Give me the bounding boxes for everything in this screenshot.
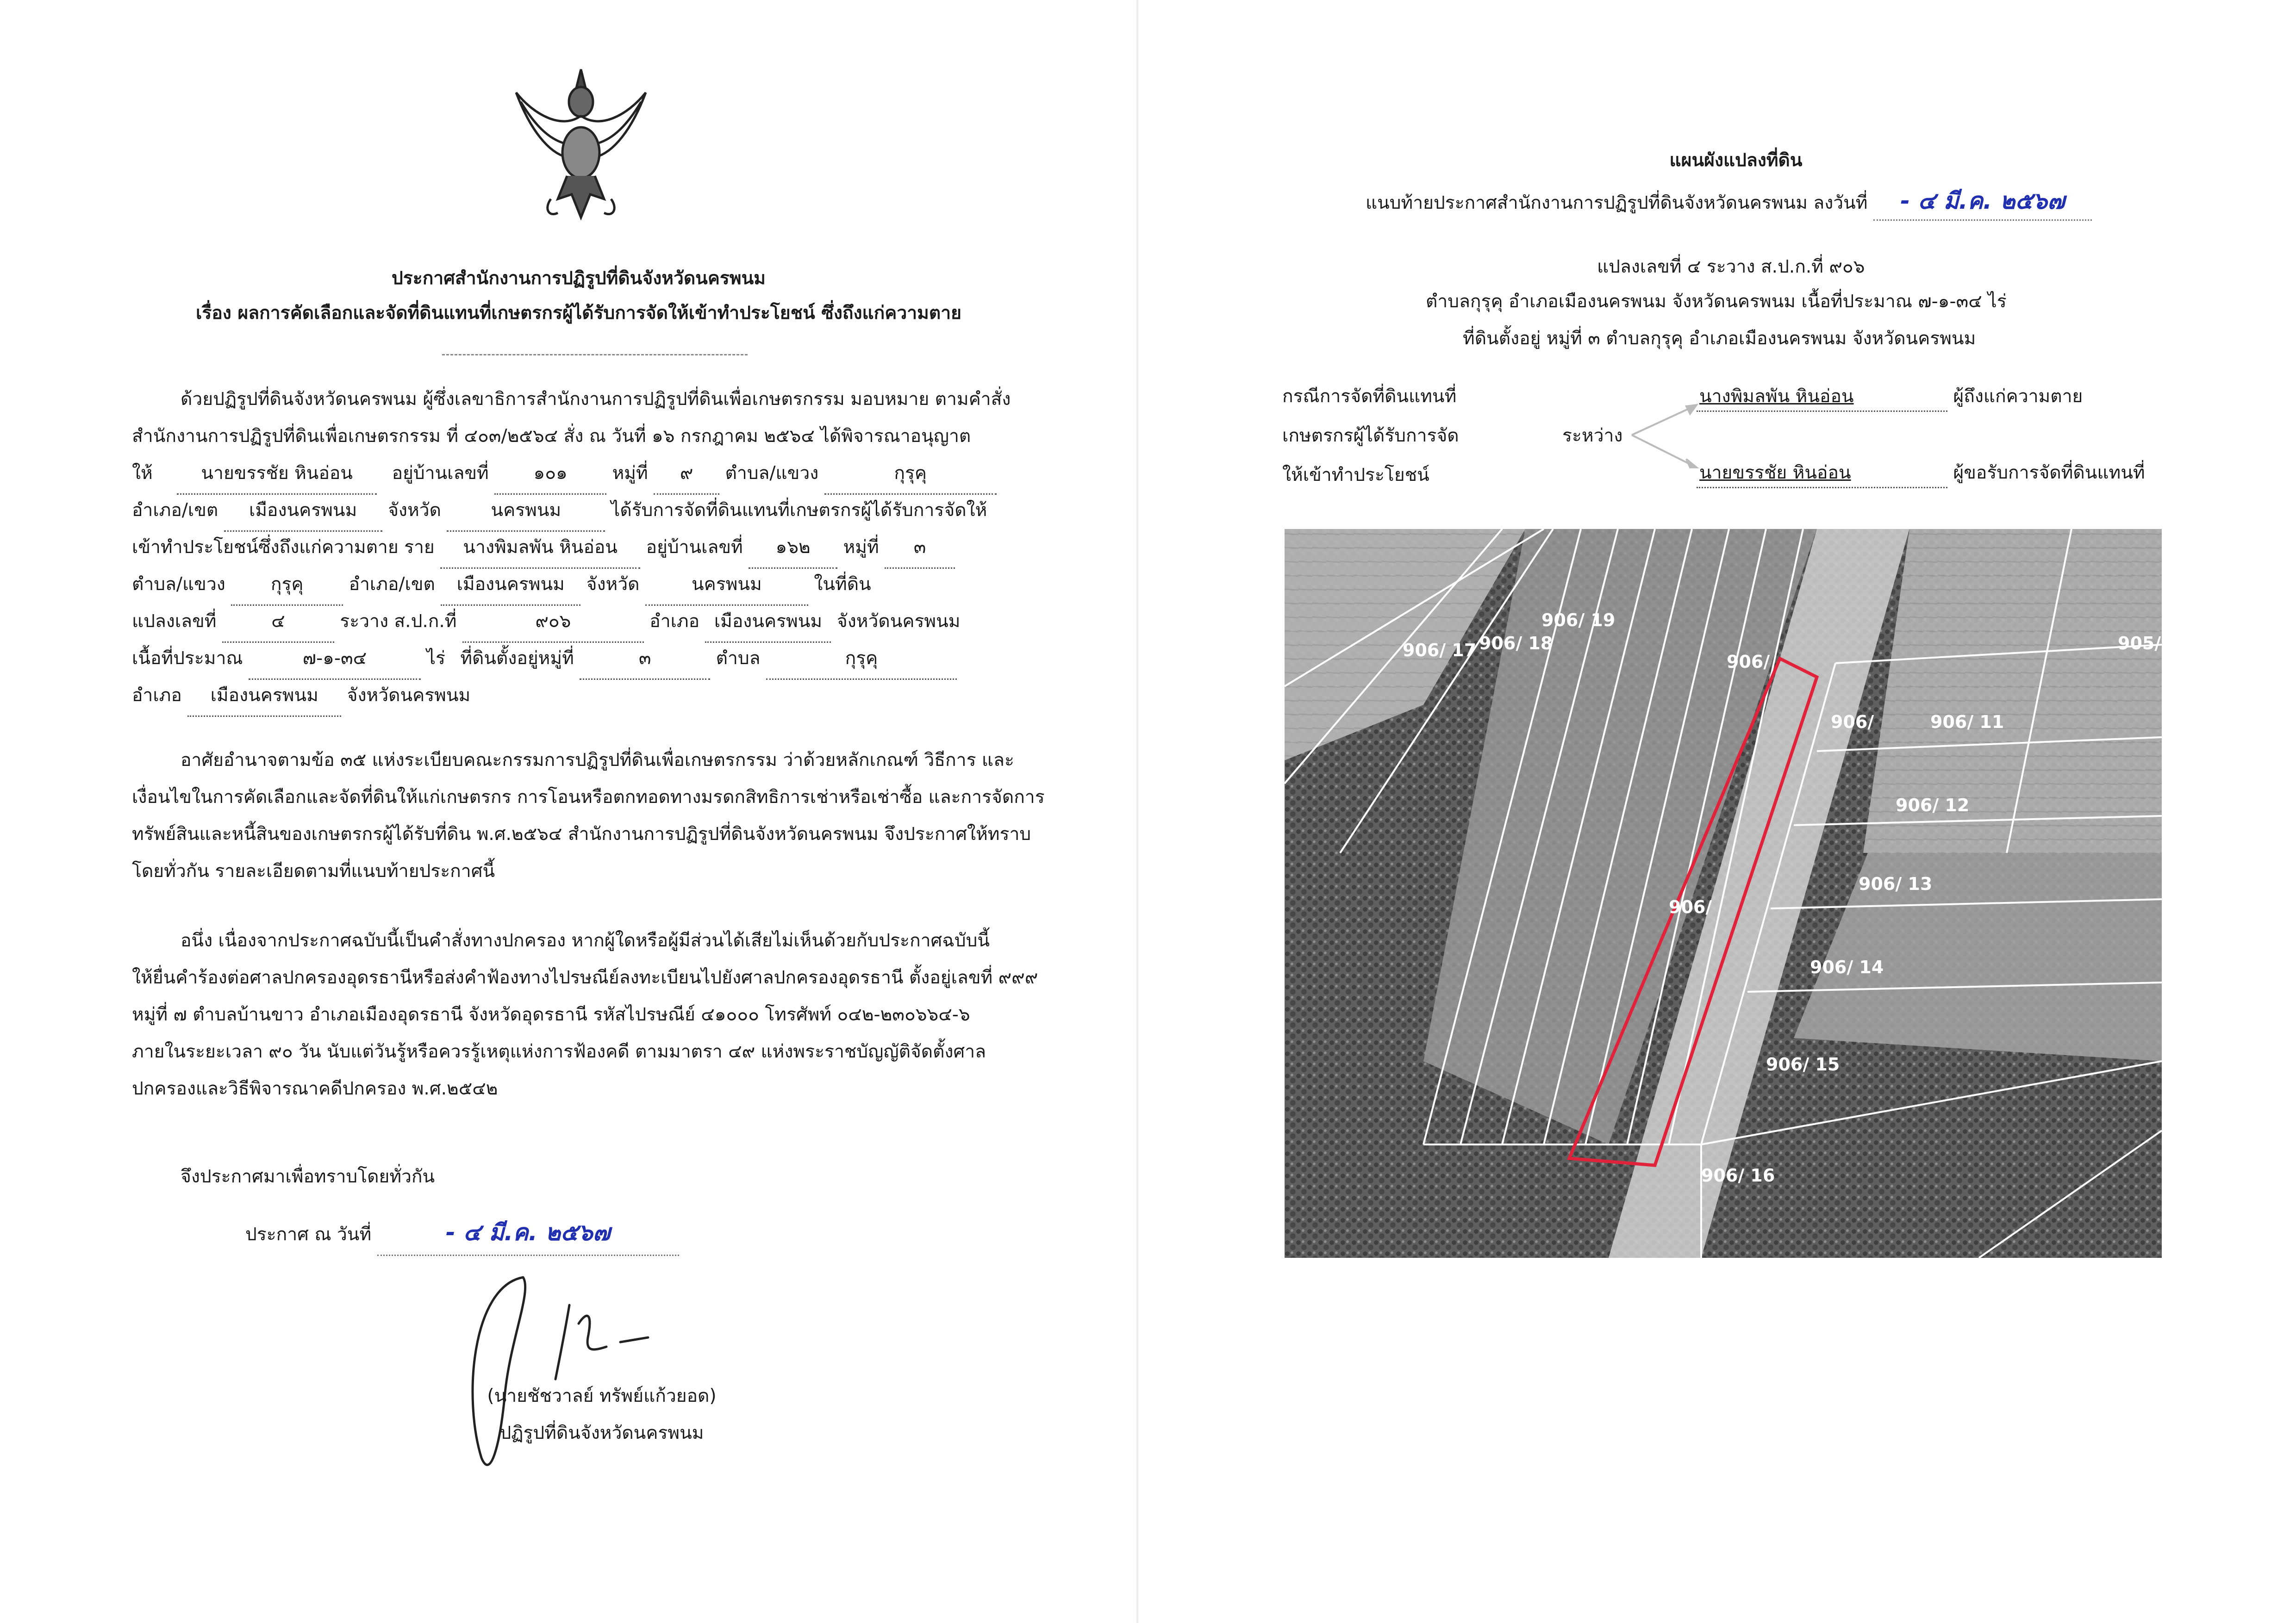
label-changwat2: จังหวัด (586, 574, 640, 595)
person1-name: นางพิมลพัน หินอ่อน (1697, 382, 1947, 412)
field-ban-no2: ๑๖๒ (749, 528, 837, 569)
map-location-line: ตำบลกุรุคุ อำเภอเมืองนครพนม จังหวัดนครพนม เนื้อที่ประมาณ ๗-๑-๓๔ ไร่ (1426, 291, 2007, 312)
province-full2: จังหวัดนครพนม (347, 685, 471, 706)
map-label: 906/ (1727, 652, 1770, 672)
label-hai: ให้ (132, 463, 153, 484)
field-moo2: ๓ (885, 528, 955, 569)
map-date-field (1873, 183, 2092, 221)
map-label: 906/ (1831, 712, 1874, 732)
person2-row (1697, 458, 2145, 488)
field-changwat2: นครพนม (645, 565, 808, 606)
announcement-title-line1: ประกาศสำนักงานการปฏิรูปที่ดินจังหวัดนครพนม (392, 268, 766, 289)
map-location-line2: ที่ดินตั้งอยู่ หมู่ที่ ๓ ตำบลกุรุคุ อำเภอเมืองนครพนม จังหวัดนครพนม (1463, 328, 1976, 349)
map-subtitle: แนบท้ายประกาศสำนักงานการปฏิรูปที่ดินจังหวัดนครพนม ลงวันที่ (1366, 193, 1868, 213)
closing-text: จึงประกาศมาเพื่อทราบโดยทั่วกัน (181, 1166, 435, 1187)
field-changwat: นครพนม (447, 491, 605, 532)
date-value-handwritten: - ๔ มี.ค. ๒๕๖๗ (445, 1219, 611, 1246)
between-arrows (1627, 393, 1701, 477)
p2-line3: ทรัพย์สินและหนี้สินของเกษตรกรผู้ได้รับที่ดิน พ.ศ.๒๕๖๔ สำนักงานการปฏิรูปที่ดินจังหวัดนครพนม จึงประกาศให้ทราบ (132, 824, 1031, 845)
form-row-7 (132, 676, 1081, 717)
p2-line4: โดยทั่วกัน รายละเอียดตามที่แนบท้ายประกาศนี้ (132, 861, 495, 882)
field-tambon2: กุรุคุ (231, 565, 343, 606)
field-deceased: นางพิมลพัน หินอ่อน (440, 528, 640, 569)
field-rawang: ๙๐๖ (462, 602, 644, 643)
form-row-5 (132, 602, 1081, 643)
label-tambon2: ตำบล/แขวง (132, 574, 225, 595)
map-label: 906/ 13 (1859, 874, 1933, 894)
map-label: 906/ 17 (1403, 640, 1477, 660)
form-row-1 (132, 454, 1081, 495)
title-separator (442, 354, 748, 355)
label-area: เนื้อที่ประมาณ (132, 648, 243, 669)
map-label: 905/ (2118, 633, 2161, 653)
p3-line1: อนึ่ง เนื่องจากประกาศฉบับนี้เป็นคำสั่งทางปกครอง หากผู้ใดหรือผู้มีส่วนได้เสียไม่เห็นด้วยกับประกาศฉบับนี้ (181, 930, 990, 951)
map-title: แผนผังแปลงที่ดิน (1669, 150, 1803, 171)
signer-title: ปฏิรูปที่ดินจังหวัดนครพนม (499, 1423, 704, 1443)
label-tambon: ตำบล/แขวง (725, 463, 819, 484)
granted-text: ได้รับการจัดที่ดินแทนที่เกษตรกรผู้ได้รับการจัดให้ (611, 500, 987, 521)
p1-line1: ด้วยปฏิรูปที่ดินจังหวัดนครพนม ผู้ซึ่งเลขาธิการสำนักงานการปฏิรูปที่ดินเพื่อเกษตรกรรม มอบหมาย ตามคำสั่ง (181, 389, 1011, 410)
date-field (377, 1213, 679, 1256)
field-name: นายขรรชัย หินอ่อน (177, 454, 377, 495)
case-line3: ให้เข้าทำประโยชน์ (1282, 465, 1429, 485)
field-amphoe: เมืองนครพนม (224, 491, 382, 532)
person2-name: นายขรรชัย หินอ่อน (1697, 458, 1947, 488)
label-ban-no: อยู่บ้านเลขที่ (392, 463, 489, 484)
person1-row (1697, 382, 2083, 412)
label-deceased: เข้าทำประโยชน์ซึ่งถึงแก่ความตาย ราย (132, 537, 435, 558)
aerial-plot-map (1285, 529, 2162, 1258)
label-changwat: จังหวัด (388, 500, 441, 521)
label-plot: แปลงเลขที่ (132, 611, 217, 632)
field-plot: ๔ (222, 602, 334, 643)
signer-name: (นายชัชวาลย์ ทรัพย์แก้วยอด) (487, 1386, 717, 1406)
map-label: 906/ 12 (1896, 795, 1970, 815)
map-label: 906/ 18 (1479, 633, 1553, 653)
field-tambon: กุรุคุ (824, 454, 997, 495)
field-loc-moo: ๓ (580, 639, 710, 680)
form-row-3 (132, 528, 1081, 569)
map-label: 906/ 11 (1930, 712, 2004, 732)
p2-line1: อาศัยอำนาจตามข้อ ๓๕ แห่งระเบียบคณะกรรมการปฏิรูปที่ดินเพื่อเกษตรกรรม ว่าด้วยหลักเกณฑ์ วิธีการ และ (181, 750, 1014, 771)
person2-role: ผู้ขอรับการจัดที่ดินแทนที่ (1953, 462, 2145, 483)
p1-line2: สำนักงานการปฏิรูปที่ดินเพื่อเกษตรกรรม ที่ ๔๐๓/๒๕๖๔ สั่ง ณ วันที่ ๑๖ กรกฎาคม ๒๕๖๔ ได้พิจารณาอนุญาต (132, 426, 971, 447)
field-amphoe2: เมืองนครพนม (441, 565, 580, 606)
map-label: 906/ (1669, 897, 1712, 917)
map-label: 906/ 19 (1541, 610, 1616, 630)
label-moo2: หมู่ที่ (843, 537, 879, 558)
label-moo: หมู่ที่ (612, 463, 648, 484)
p3-line3: หมู่ที่ ๗ ตำบลบ้านขาว อำเภอเมืองอุดรธานี จังหวัดอุดรธานี รหัสไปรษณีย์ ๔๑๐๐๐ โทรศัพท์ ๐๔๒-๒๓๐๖๖๔-๖ (132, 1004, 970, 1025)
p3-line5: ปกครองและวิธีพิจารณาคดีปกครอง พ.ศ.๒๕๔๒ (132, 1078, 498, 1099)
field-amphoe4: เมืองนครพนม (187, 676, 341, 717)
date-label: ประกาศ ณ วันที่ (245, 1224, 372, 1245)
signature (454, 1259, 694, 1490)
label-amphoe2: อำเภอ/เขต (349, 574, 435, 595)
case-line2: เกษตรกรผู้ได้รับการจัด (1282, 425, 1459, 446)
field-ban-no: ๑๐๑ (494, 454, 606, 495)
p3-line4: ภายในระยะเวลา ๙๐ วัน นับแต่วันรู้หรือควรรู้เหตุแห่งการฟ้องคดี ตามมาตรา ๔๙ แห่งพระราชบัญญัติจัดตั้งศาล (132, 1041, 986, 1062)
p2-line2: เงื่อนไขในการคัดเลือกและจัดที่ดินให้แก่เกษตรกร การโอนหรือตกทอดทางมรดกสิทธิการเช่าหรือเช่าซื้อ และการจัดการ (132, 787, 1045, 808)
map-plot-line: แปลงเลขที่ ๔ ระวาง ส.ป.ก.ที่ ๙๐๖ (1597, 256, 1865, 277)
label-rai: ไร่ (426, 648, 445, 669)
map-label: 906/ 16 (1701, 1165, 1775, 1186)
label-tambon3: ตำบล (716, 648, 761, 669)
field-tambon3: กุรุคุ (766, 639, 957, 680)
announcement-title-line2: เรื่อง ผลการคัดเลือกและจัดที่ดินแทนที่เกษตรกรผู้ได้รับการจัดให้เข้าทำประโยชน์ ซึ่งถึงแก่ความตาย (196, 303, 961, 323)
page-fold (1136, 0, 1138, 1623)
province-full: จังหวัดนครพนม (836, 611, 961, 632)
label-amphoe3: อำเภอ (649, 611, 700, 632)
garuda-emblem (507, 60, 655, 231)
form-row-2 (132, 491, 1081, 532)
label-in-land: ในที่ดิน (814, 574, 871, 595)
label-loc: ที่ดินตั้งอยู่หมู่ที่ (460, 648, 574, 669)
field-amphoe3: เมืองนครพนม (705, 602, 831, 643)
map-subtitle-row (1366, 183, 2152, 221)
label-amphoe4: อำเภอ (132, 685, 182, 706)
p3-line2: ให้ยื่นคำร้องต่อศาลปกครองอุดรธานีหรือส่งคำฟ้องทางไปรษณีย์ลงทะเบียนไปยังศาลปกครองอุดรธานี ตั้งอยู่เลขที่ ๙๙๙ (132, 967, 1038, 988)
label-amphoe: อำเภอ/เขต (132, 500, 218, 521)
field-area: ๗-๑-๓๔ (249, 639, 421, 680)
map-label: 906/ 14 (1810, 957, 1884, 977)
form-row-4 (132, 565, 1081, 606)
date-row (245, 1213, 755, 1256)
map-label: 906/ 15 (1766, 1054, 1840, 1075)
case-line1: กรณีการจัดที่ดินแทนที่ (1282, 386, 1457, 407)
person1-role: ผู้ถึงแก่ความตาย (1953, 386, 2083, 407)
between-label: ระหว่าง (1562, 425, 1623, 446)
map-date-handwritten: - ๔ มี.ค. ๒๕๖๗ (1900, 187, 2065, 214)
field-moo: ๙ (654, 454, 719, 495)
label-rawang: ระวาง ส.ป.ก.ที่ (340, 611, 457, 632)
label-ban-no2: อยู่บ้านเลขที่ (646, 537, 743, 558)
form-row-6 (132, 639, 1081, 680)
